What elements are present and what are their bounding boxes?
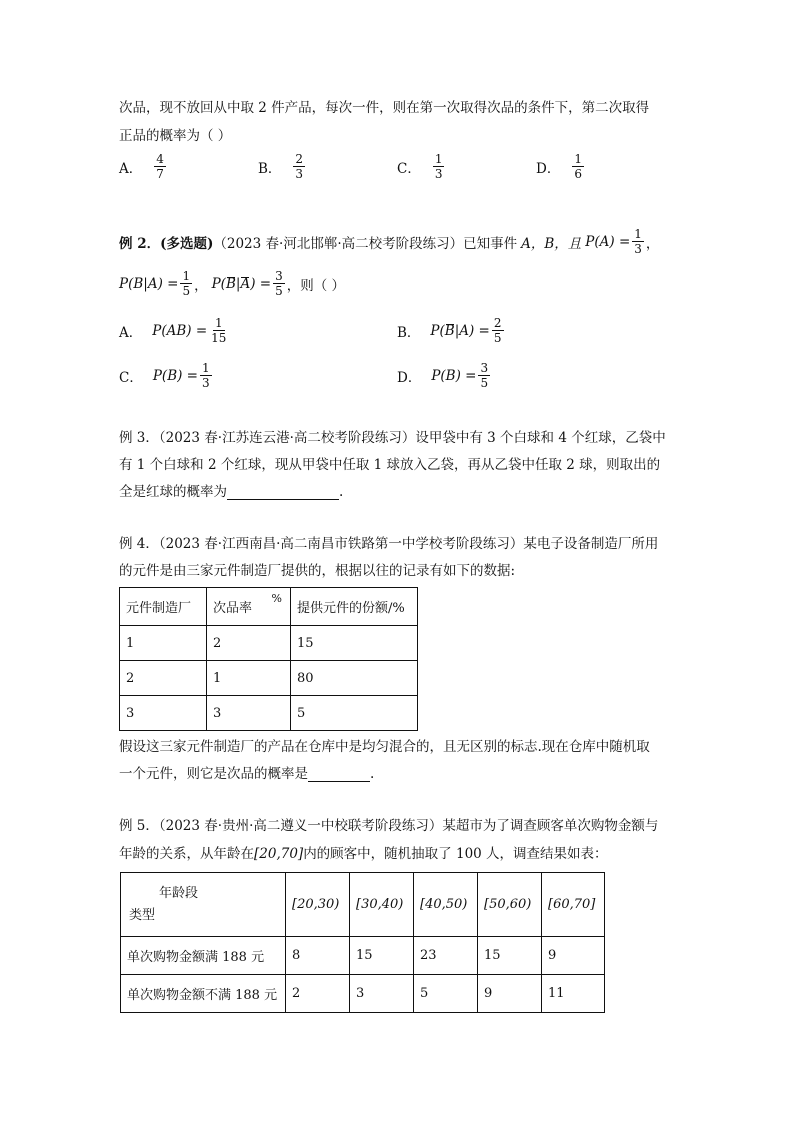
header-cell: [20,30) bbox=[286, 873, 350, 937]
table-row: 单次购物金额不满 188 元 2 3 5 9 11 bbox=[121, 975, 605, 1013]
header-cell: [30,40) bbox=[350, 873, 414, 937]
q3-line-1: 例 3．（2023 春·江苏连云港·高二校考阶段练习）设甲袋中有 3 个白球和 4 个红球，乙袋中 bbox=[119, 430, 666, 446]
q2-stem-line-2: P(B|A) = $\frac{1}{5}$ ， P( B | A ) = $\frac{3}{5}$ ，则（ ） bbox=[119, 269, 345, 298]
q2-title: 例 2．(多选题) bbox=[119, 235, 214, 252]
fraction: $\frac{3}{5}$ bbox=[480, 361, 489, 390]
fraction: $\frac{1}{3}$ bbox=[634, 227, 642, 256]
q3-line-3: 全是红球的概率为 . bbox=[119, 484, 344, 500]
q1-option-a[interactable]: A． $\frac{4}{7}$ bbox=[119, 152, 164, 181]
header-cell: [50,60) bbox=[478, 873, 542, 937]
q2-option-b[interactable]: B． P( B |A) = $\frac{2}{5}$ bbox=[397, 316, 502, 345]
corner-cell: 年龄段 类型 bbox=[121, 873, 286, 937]
q2-option-c[interactable]: C． P(B) = $\frac{1}{3}$ bbox=[119, 361, 210, 390]
q2-option-d[interactable]: D． P(B) = $\frac{3}{5}$ bbox=[397, 361, 489, 390]
age-interval: [20,70] bbox=[254, 846, 304, 862]
q4-line-3: 假设这三家元件制造厂的产品在仓库中是均匀混合的，且无区别的标志.现在仓库中随机取 bbox=[119, 739, 650, 755]
header-cell: [40,50) bbox=[414, 873, 478, 937]
fraction: $\frac{1}{3}$ bbox=[201, 361, 210, 390]
q2-stem-line-1: 例 2．(多选题) （2023 春·河北邯郸·高二校考阶段练习）已知事件 A，B，且 P(A) = $\frac{1}{3}$ ， bbox=[119, 227, 660, 256]
answer-blank[interactable] bbox=[227, 485, 339, 500]
q1-option-b[interactable]: B． $\frac{2}{3}$ bbox=[258, 152, 304, 181]
q3-line-2: 有 1 个白球和 2 个红球，现从甲袋中任取 1 球放入乙袋，再从乙袋中任取 2 球，则取出的 bbox=[119, 457, 661, 473]
q5-line-2: 年龄的关系，从年龄在[20,70]内的顾客中，随机抽取了 100 人，调查结果如表： bbox=[119, 846, 608, 862]
header-cell: 元件制造厂 bbox=[120, 588, 207, 626]
q4-line-1: 例 4．（2023 春·江西南昌·高二南昌市铁路第一中学校考阶段练习）某电子设备制造厂所用 bbox=[119, 536, 659, 552]
q2-source: （2023 春·河北邯郸·高二校考阶段练习）已知事件 bbox=[213, 235, 518, 252]
q2-events: A，B，且 bbox=[521, 235, 582, 252]
b-complement: B bbox=[225, 275, 236, 292]
header-cell: 提供元件的份额/% bbox=[291, 588, 418, 626]
table-row: 1 2 15 bbox=[120, 626, 418, 661]
q5-line-1: 例 5．（2023 春·贵州·高二遵义一中校联考阶段练习）某超市为了调查顾客单次购物金额与 bbox=[119, 818, 659, 834]
fraction: $\frac{2}{5}$ bbox=[493, 316, 502, 345]
fraction: $\frac{1}{5}$ bbox=[182, 269, 191, 298]
q1-option-c[interactable]: C． $\frac{1}{3}$ bbox=[397, 152, 443, 181]
answer-blank[interactable] bbox=[308, 767, 370, 782]
q1-line-2: 正品的概率为（ ） bbox=[119, 128, 232, 144]
table-header-row bbox=[121, 873, 605, 937]
q2-option-a[interactable]: A． P(AB) = $\frac{1}{15}$ bbox=[119, 316, 227, 345]
q4-table bbox=[119, 587, 418, 731]
fraction: $\frac{2}{3}$ bbox=[295, 152, 304, 181]
a-complement: A bbox=[240, 275, 251, 292]
q1-line-1: 次品，现不放回从中取 2 件产品，每次一件，则在第一次取得次品的条件下，第二次取得 bbox=[119, 100, 650, 116]
table-row: 单次购物金额满 188 元 8 15 23 15 9 bbox=[121, 937, 605, 975]
q4-line-4: 一个元件，则它是次品的概率是 . bbox=[119, 766, 375, 782]
fraction: $\frac{4}{7}$ bbox=[156, 152, 164, 181]
header-cell: 次品率 % bbox=[207, 588, 291, 626]
q1-option-d[interactable]: D． $\frac{1}{6}$ bbox=[536, 152, 582, 181]
table-header-row bbox=[120, 588, 418, 626]
table-row: 2 1 80 bbox=[120, 661, 418, 696]
header-cell: [60,70] bbox=[542, 873, 605, 937]
fraction: $\frac{3}{5}$ bbox=[275, 269, 283, 298]
fraction: $\frac{1}{6}$ bbox=[574, 152, 582, 181]
q4-line-2: 的元件是由三家元件制造厂提供的，根据以往的记录有如下的数据: bbox=[119, 563, 516, 579]
fraction: $\frac{1}{15}$ bbox=[211, 316, 227, 345]
q5-table bbox=[120, 872, 605, 1013]
fraction: $\frac{1}{3}$ bbox=[434, 152, 443, 181]
table-row: 3 3 5 bbox=[120, 696, 418, 731]
